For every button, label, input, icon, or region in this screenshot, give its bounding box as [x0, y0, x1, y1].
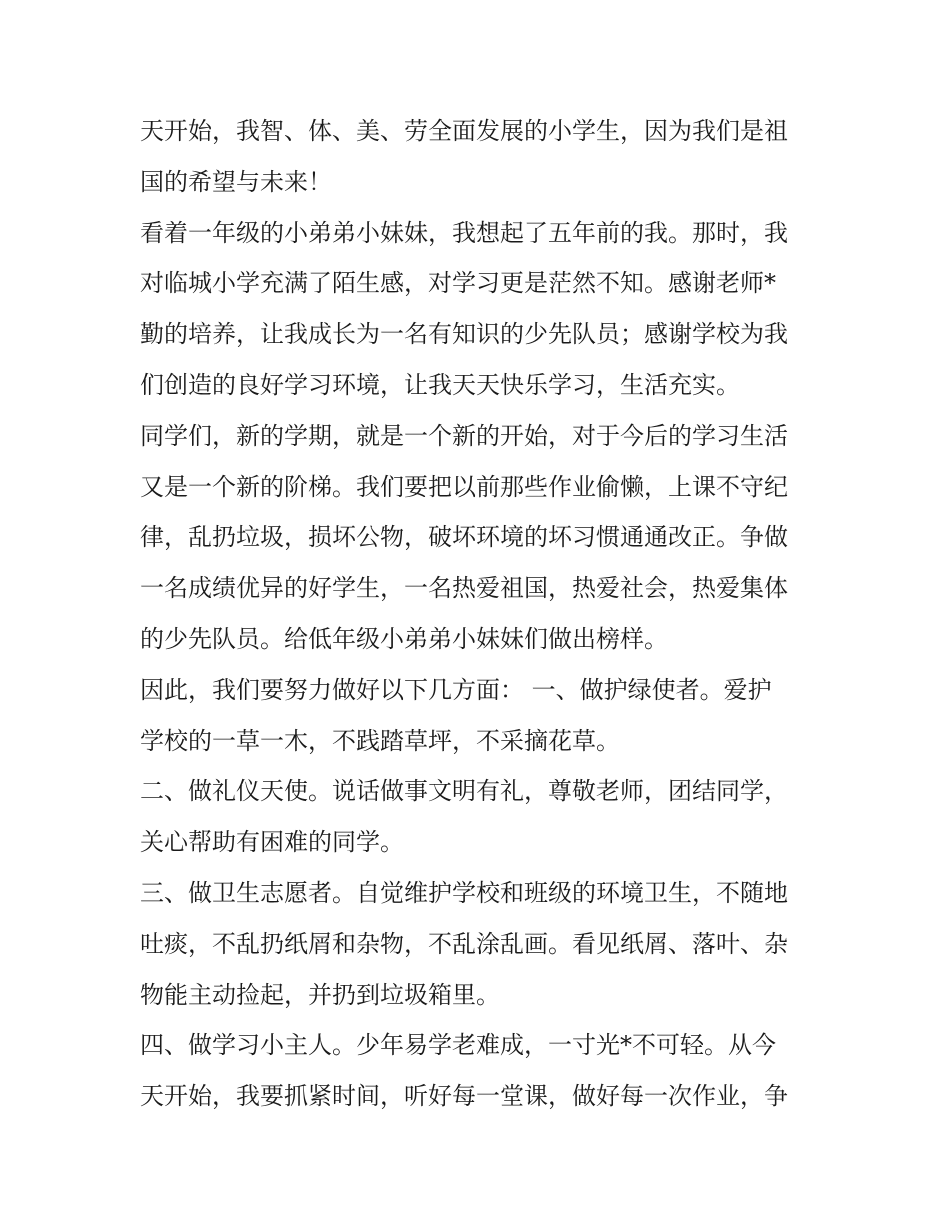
text-line: 国的希望与未来！: [140, 167, 332, 196]
text-line: 学校的一草一木，不践踏草坪，不采摘花草。: [140, 726, 620, 755]
text-line: 天开始，我智、体、美、劳全面发展的小学生，因为我们是祖: [140, 117, 788, 145]
text-line: 二、做礼仪天使。说话做事文明有礼，尊敬老师，团结同学，: [140, 777, 788, 806]
text-line: 一名成绩优异的好学生，一名热爱祖国，热爱社会，热爱集体: [140, 574, 788, 603]
text-line: 看着一年级的小弟弟小妹妹，我想起了五年前的我。那时，我: [140, 218, 788, 247]
text-line: 三、做卫生志愿者。自觉维护学校和班级的环境卫生，不随地: [140, 878, 788, 907]
text-line: 对临城小学充满了陌生感，对学习更是茫然不知。感谢老师*: [140, 269, 776, 298]
text-line: 律，乱扔垃圾，损坏公物，破坏环境的坏习惯通通改正。争做: [140, 523, 788, 552]
text-line: 勤的培养，让我成长为一名有知识的少先队员；感谢学校为我: [140, 320, 788, 349]
body-text: [140, 106, 820, 1122]
text-line: 天开始，我要抓紧时间，听好每一堂课，做好每一次作业，争: [140, 1082, 788, 1111]
text-line: 吐痰，不乱扔纸屑和杂物，不乱涂乱画。看见纸屑、落叶、杂: [140, 929, 788, 958]
text-line: 又是一个新的阶梯。我们要把以前那些作业偷懒，上课不守纪: [140, 472, 788, 501]
text-line: 四、做学习小主人。少年易学老难成，一寸光*不可轻。从今: [140, 1031, 776, 1060]
text-line: 同学们，新的学期，就是一个新的开始，对于今后的学习生活: [140, 421, 788, 450]
text-line: 物能主动捡起，并扔到垃圾箱里。: [140, 980, 500, 1009]
text-line: 因此，我们要努力做好以下几方面： 一、做护绿使者。爱护: [140, 675, 772, 704]
text-line: 的少先队员。给低年级小弟弟小妹妹们做出榜样。: [140, 624, 668, 653]
text-line: 们创造的良好学习环境，让我天天快乐学习，生活充实。: [140, 370, 740, 399]
text-line: 关心帮助有困难的同学。: [140, 828, 404, 857]
